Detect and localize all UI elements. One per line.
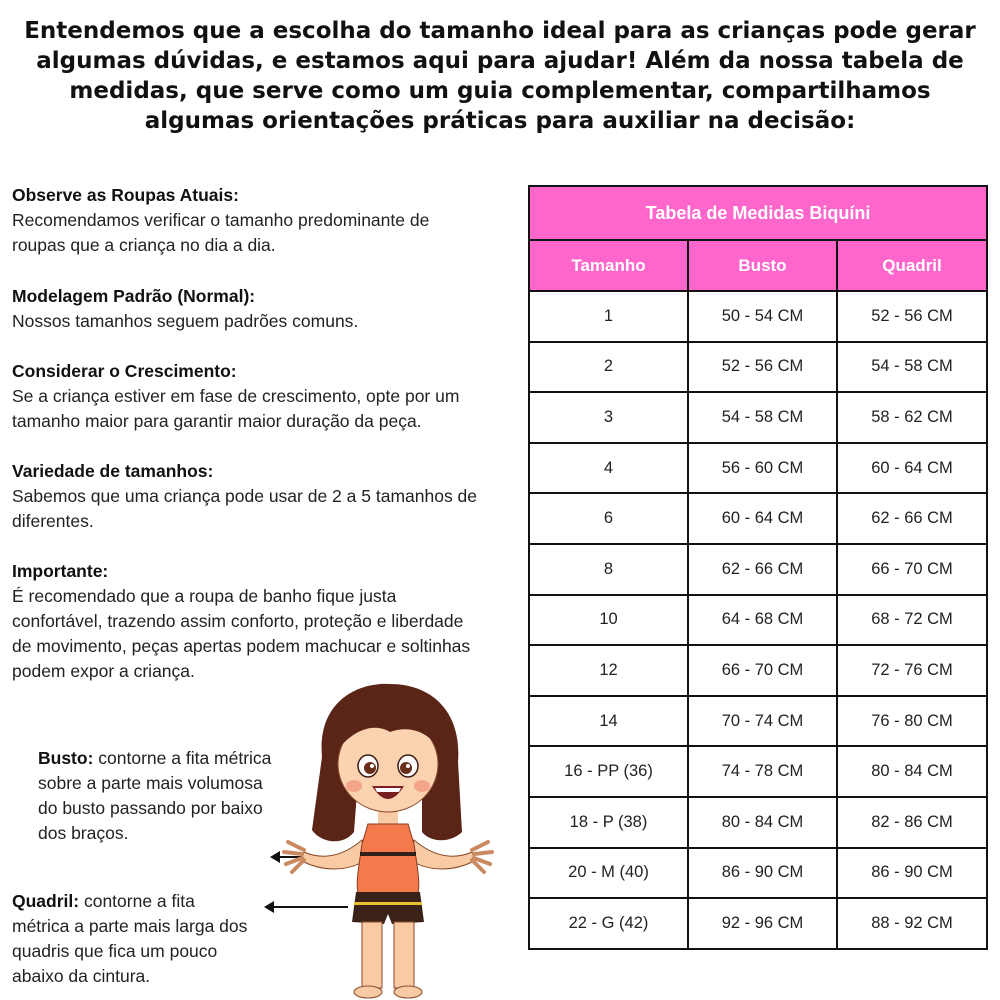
tip-title: Considerar o Crescimento: <box>12 361 237 381</box>
tip-text: Nossos tamanhos seguem padrões comuns. <box>12 311 359 331</box>
girl-illustration <box>262 682 512 1000</box>
cell-quadril: 54 - 58 CM <box>837 342 987 393</box>
tip-text: de movimento, peças apertas podem machucar e soltinhas <box>12 636 471 656</box>
quadril-text: abaixo da cintura. <box>12 966 151 986</box>
busto-text: dos braços. <box>38 823 129 843</box>
cell-busto: 50 - 54 CM <box>688 291 837 342</box>
tip-importante <box>12 559 517 684</box>
shirt <box>357 824 419 894</box>
busto-label: Busto: <box>38 748 94 768</box>
busto-text: do busto passando por baixo <box>38 798 263 818</box>
table-row <box>529 595 987 646</box>
cell-busto: 64 - 68 CM <box>688 595 837 646</box>
right-hand <box>472 842 492 872</box>
table-row <box>529 898 987 949</box>
cell-busto: 60 - 64 CM <box>688 493 837 544</box>
table-row <box>529 392 987 443</box>
right-arm <box>410 840 476 869</box>
left-eye-shine <box>370 764 374 768</box>
tip-text: podem expor a criança. <box>12 661 195 681</box>
shorts <box>352 892 424 924</box>
tip-roupas-atuais <box>12 183 517 258</box>
cell-tamanho: 3 <box>529 392 688 443</box>
table-row <box>529 848 987 899</box>
headline-line: algumas dúvidas, e estamos aqui para ajudar! Além da nossa tabela de <box>36 48 964 74</box>
cell-tamanho: 1 <box>529 291 688 342</box>
size-table <box>528 185 988 950</box>
cell-busto: 62 - 66 CM <box>688 544 837 595</box>
tip-crescimento <box>12 359 517 434</box>
cell-tamanho: 4 <box>529 443 688 494</box>
cell-tamanho: 12 <box>529 645 688 696</box>
cell-busto: 86 - 90 CM <box>688 848 837 899</box>
cell-quadril: 52 - 56 CM <box>837 291 987 342</box>
left-cheek <box>346 780 362 792</box>
tip-text: É recomendado que a roupa de banho fique justa <box>12 586 397 606</box>
cell-tamanho: 20 - M (40) <box>529 848 688 899</box>
quadril-text: métrica a parte mais larga dos <box>12 916 248 936</box>
table-row <box>529 797 987 848</box>
tip-modelagem <box>12 284 517 334</box>
quadril-text: contorne a fita <box>79 891 195 911</box>
table-row <box>529 342 987 393</box>
tip-text: Recomendamos verificar o tamanho predominante de <box>12 210 430 230</box>
cell-busto: 66 - 70 CM <box>688 645 837 696</box>
right-pupil <box>400 762 412 774</box>
tip-title: Variedade de tamanhos: <box>12 461 214 481</box>
headline-line: medidas, que serve como um guia complementar, compartilhamos <box>69 78 931 104</box>
left-arm <box>300 840 366 869</box>
bust-tape <box>360 852 416 856</box>
cell-quadril: 66 - 70 CM <box>837 544 987 595</box>
cell-quadril: 68 - 72 CM <box>837 595 987 646</box>
cell-tamanho: 14 <box>529 696 688 747</box>
cell-busto: 92 - 96 CM <box>688 898 837 949</box>
cell-quadril: 88 - 92 CM <box>837 898 987 949</box>
cell-quadril: 80 - 84 CM <box>837 746 987 797</box>
header-quadril: Quadril <box>837 240 987 291</box>
tip-title: Modelagem Padrão (Normal): <box>12 286 256 306</box>
busto-text: sobre a parte mais volumosa <box>38 773 263 793</box>
tip-text: Sabemos que uma criança pode usar de 2 a 5 tamanhos de <box>12 486 478 506</box>
right-cheek <box>414 780 430 792</box>
right-leg <box>394 922 414 988</box>
table-title-row <box>529 186 987 240</box>
cell-quadril: 58 - 62 CM <box>837 392 987 443</box>
cell-quadril: 60 - 64 CM <box>837 443 987 494</box>
left-leg <box>362 922 382 988</box>
cell-quadril: 82 - 86 CM <box>837 797 987 848</box>
headline-line: algumas orientações práticas para auxiliar na decisão: <box>144 108 856 134</box>
cell-tamanho: 8 <box>529 544 688 595</box>
quadril-text: quadris que fica um pouco <box>12 941 218 961</box>
table-title: Tabela de Medidas Biquíni <box>529 186 987 240</box>
cell-busto: 70 - 74 CM <box>688 696 837 747</box>
cell-busto: 80 - 84 CM <box>688 797 837 848</box>
tip-text: tamanho maior para garantir maior duração da peça. <box>12 411 422 431</box>
tip-variedade <box>12 459 517 534</box>
tip-text: diferentes. <box>12 511 94 531</box>
right-foot <box>394 986 422 998</box>
table-header-row <box>529 240 987 291</box>
cell-tamanho: 6 <box>529 493 688 544</box>
cell-tamanho: 18 - P (38) <box>529 797 688 848</box>
teeth <box>375 788 401 792</box>
quadril-label: Quadril: <box>12 891 80 911</box>
tip-text: Se a criança estiver em fase de crescimento, opte por um <box>12 386 460 406</box>
tip-title: Importante: <box>12 561 109 581</box>
cell-busto: 56 - 60 CM <box>688 443 837 494</box>
tip-text: confortável, trazendo assim conforto, proteção e liberdade <box>12 611 464 631</box>
table-row <box>529 645 987 696</box>
cell-quadril: 86 - 90 CM <box>837 848 987 899</box>
left-pupil <box>364 762 376 774</box>
table-row <box>529 696 987 747</box>
left-hand <box>284 842 304 872</box>
quadril-note-line <box>12 889 247 914</box>
cell-tamanho: 16 - PP (36) <box>529 746 688 797</box>
hip-tape <box>354 902 422 905</box>
table-row <box>529 746 987 797</box>
busto-text: contorne a fita métrica <box>93 748 272 768</box>
cell-tamanho: 22 - G (42) <box>529 898 688 949</box>
cell-busto: 54 - 58 CM <box>688 392 837 443</box>
tip-title: Observe as Roupas Atuais: <box>12 185 239 205</box>
tip-text: roupas que a criança no dia a dia. <box>12 235 276 255</box>
table-row <box>529 443 987 494</box>
left-foot <box>354 986 382 998</box>
table-row <box>529 544 987 595</box>
headline <box>20 16 980 136</box>
quadril-note <box>12 889 247 989</box>
cell-tamanho: 2 <box>529 342 688 393</box>
headline-line: Entendemos que a escolha do tamanho ideal para as crianças pode gerar <box>24 18 976 44</box>
cell-busto: 52 - 56 CM <box>688 342 837 393</box>
busto-note <box>38 746 271 846</box>
cell-busto: 74 - 78 CM <box>688 746 837 797</box>
cell-quadril: 72 - 76 CM <box>837 645 987 696</box>
header-tamanho: Tamanho <box>529 240 688 291</box>
table-row <box>529 291 987 342</box>
cell-quadril: 62 - 66 CM <box>837 493 987 544</box>
cell-quadril: 76 - 80 CM <box>837 696 987 747</box>
right-eye-shine <box>406 764 410 768</box>
header-busto: Busto <box>688 240 837 291</box>
busto-note-line <box>38 746 271 771</box>
table-row <box>529 493 987 544</box>
cell-tamanho: 10 <box>529 595 688 646</box>
